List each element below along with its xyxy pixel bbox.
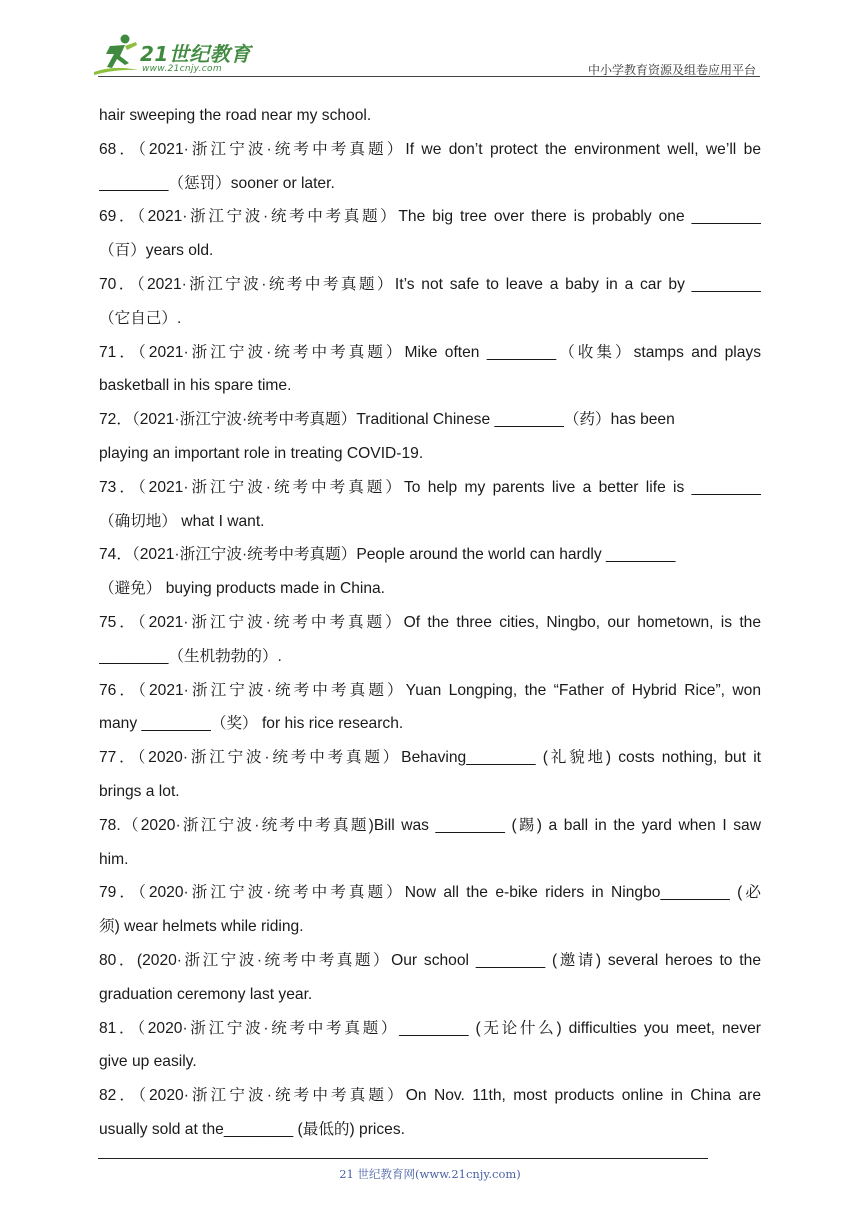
question-76: 76．（2021·浙江宁波·统考中考真题）Yuan Longping, the “Father of Hybrid Rice”, won: [99, 681, 761, 699]
question-73: 73．（2021·浙江宁波·统考中考真题）To help my parents live a better life is ________: [99, 478, 761, 496]
text-line: 须) wear helmets while riding.: [99, 918, 304, 936]
footer-divider: [98, 1158, 708, 1159]
logo-wordmark: 21世纪教育: [140, 42, 251, 66]
question-78: 78.（2020·浙江宁波·统考中考真题)Bill was ________ (踢) a ball in the yard when I saw: [99, 816, 761, 834]
footer-source: 21 世纪教育网(www.21cnjy.com): [339, 1167, 521, 1181]
question-81: 81．（2020·浙江宁波·统考中考真题）________ (无论什么) difficulties you meet, never: [99, 1019, 761, 1037]
text-line: graduation ceremony last year.: [99, 985, 313, 1003]
text-line: （确切地） what I want.: [99, 512, 265, 530]
text-line: （它自己）.: [99, 309, 182, 327]
site-logo: [92, 32, 262, 80]
text-line: brings a lot.: [99, 782, 180, 800]
text-line: playing an important role in treating COVID-19.: [99, 444, 424, 462]
text-line: ________（生机勃勃的）.: [99, 647, 282, 665]
question-79: 79．（2020·浙江宁波·统考中考真题）Now all the e-bike riders in Ningbo________ (必: [99, 884, 761, 902]
header-divider: [98, 76, 760, 77]
text-line: him.: [99, 850, 129, 868]
question-75: 75．（2021·浙江宁波·统考中考真题）Of the three cities, Ningbo, our hometown, is the: [99, 613, 761, 631]
question-71: 71．（2021·浙江宁波·统考中考真题）Mike often ________（收集）stamps and plays: [99, 343, 761, 361]
header-slogan: 中小学教育资源及组卷应用平台: [587, 63, 756, 77]
question-69: 69．（2021·浙江宁波·统考中考真题）The big tree over there is probably one ________: [99, 208, 761, 226]
question-70: 70．（2021·浙江宁波·统考中考真题）It’s not safe to leave a baby in a car by ________: [99, 275, 761, 293]
runner-logo-icon: [92, 32, 142, 78]
question-68: 68．（2021·浙江宁波·统考中考真题）If we don’t protect the environment well, we’ll be: [99, 140, 761, 158]
text-line: many ________（奖） for his rice research.: [99, 715, 404, 733]
logo-url: www.21cnjy.com: [142, 64, 222, 74]
document-body: [99, 99, 761, 1147]
text-line: （避免） buying products made in China.: [99, 580, 386, 598]
question-82: 82．（2020·浙江宁波·统考中考真题）On Nov. 11th, most products online in China are: [99, 1087, 761, 1105]
text-line: give up easily.: [99, 1053, 197, 1071]
text-line: basketball in his spare time.: [99, 377, 292, 395]
question-74: 74．（2021·浙江宁波·统考中考真题）People around the world can hardly ________: [99, 546, 676, 564]
text-line: usually sold at the________ (最低的) prices.: [99, 1120, 405, 1138]
text-line: ________（惩罚）sooner or later.: [99, 174, 335, 192]
question-80: 80．(2020·浙江宁波·统考中考真题）Our school ________ (邀请) several heroes to the: [99, 951, 761, 969]
text-line: （百）years old.: [99, 242, 214, 260]
page-header: [0, 0, 860, 80]
question-77: 77．（2020·浙江宁波·统考中考真题）Behaving________ (礼貌地) costs nothing, but it: [99, 749, 761, 767]
question-72: 72．（2021·浙江宁波·统考中考真题）Traditional Chinese ________（药）has been: [99, 411, 675, 429]
text-line: hair sweeping the road near my school.: [99, 107, 372, 124]
